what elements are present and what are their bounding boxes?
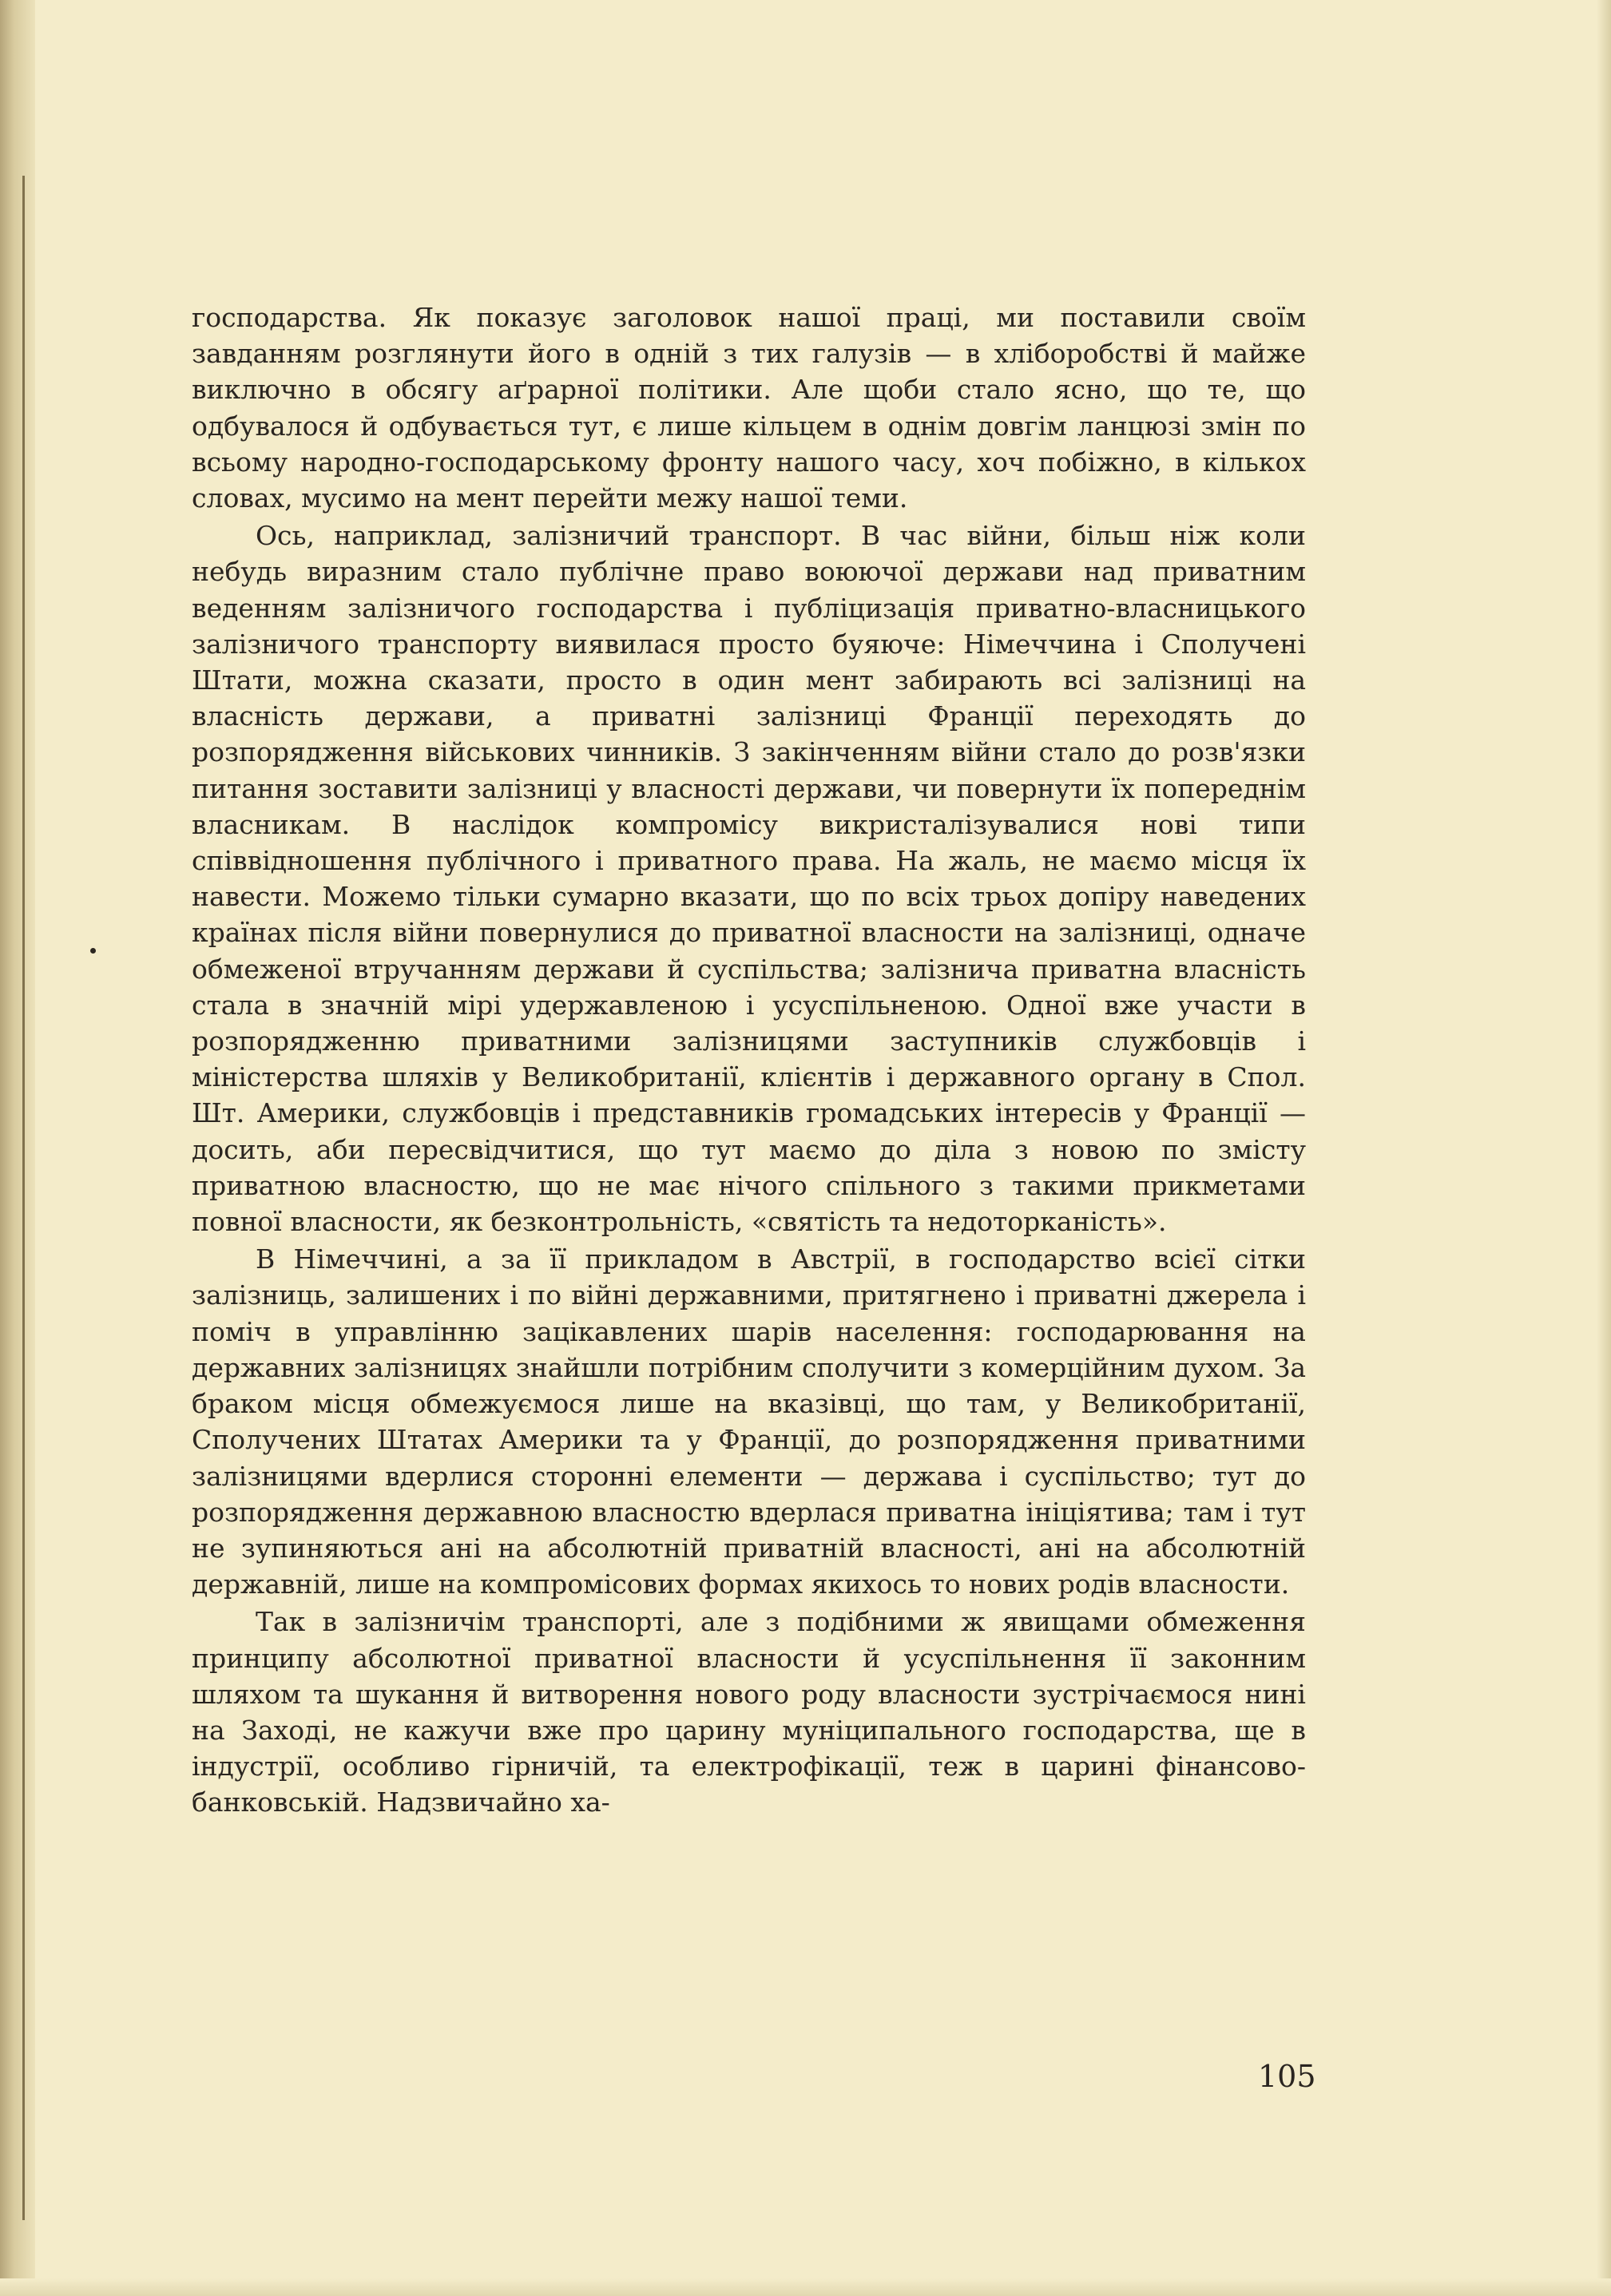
page-number: 105 (1258, 2059, 1316, 2094)
book-spine-shadow (0, 0, 35, 2296)
paragraph-west-property: Так в залізничім транспорті, але з подібними ж явищами обмеження принципу абсолютної приватної власности й усуспільнення її законним шляхом та шукання й витворення нового роду власности зустрічаємося нині на Заході, не кажучи вже про царину муніципального господарства, ще в індустрії, особливо гірничій, та електрофікації, теж в царині фінансово-банковській. Надзвичайно ха- (192, 1606, 1306, 1818)
paragraph-railway-transport: Ось, наприклад, залізничий транспорт. В час війни, більш ніж коли небудь виразним стало публічне право воюючої держави над приватним веденням залізничого господарства і публіцизація приватно-власницького залізничого транспорту виявилася просто буяюче: Німеччина і Сполучені Штати, можна сказати, просто в один мент забирають всі залізниці на власність держави, а приватні залізниці Франції переходять до розпорядження військових чинників. З закінченням війни стало до розв'язки питання зоставити залізниці у власності держави, чи повернути їх попереднім власникам. В наслідок компромісу викристалізувалися нові типи співвідношення публічного і приватного права. На жаль, не маємо місця їх навести. Можемо тільки сумарно вказати, що по всіх трьох допіру наведених країнах після війни повернулися до приватної власности на залізниці, одначе обмеженої втручанням держави й суспільства; залізнича приватна власність стала в значній мірі удержавленою і усуспільненою. Одної вже участи в розпорядженню приватними залізницями заступників службовців і міністерства шляхів у Великобританії, клієнтів і державного органу в Спол. Шт. Америки, службовців і представників громадських інтересів у Франції — досить, аби пересвідчитися, що тут маємо до діла з новою по змісту приватною власностю, що не має нічого спільного з такими прикметами повної власности, як безконтрольність, «святість та недоторканість». (192, 520, 1306, 1238)
page-bottom-edge (0, 2278, 1611, 2296)
margin-mark (90, 948, 96, 954)
page-right-edge (1597, 0, 1611, 2296)
paragraph-continuation: господарства. Як показує заголовок нашої праці, ми поставили своїм завданням розглянути його в одній з тих галузів — в хліборобстві й майже виключно в обсягу аґрарної політики. Але щоби стало ясно, що те, що одбувалося й одбувається тут, є лише кільцем в однім довгім ланцюзі змін по всьому народно-господарському фронту нашого часу, хоч побіжно, в кількох словах, мусимо на мент перейти межу нашої теми. (192, 302, 1306, 514)
body-text (192, 299, 1306, 1822)
paragraph-germany-austria: В Німеччині, а за її прикладом в Австрії, в господарство всієї сітки залізниць, залишених і по війні державними, притягнено і приватні джерела і поміч в управлінню зацікавлених шарів населення: господарювання на державних залізницях знайшли потрібним сполучити з комерційним духом. За браком місця обмежуємося лише на вказівці, що там, у Великобританії, Сполучених Штатах Америки та у Франції, до розпорядження приватними залізницями вдерлися сторонні елементи — держава і суспільство; тут до розпорядження державною власностю вдерлася приватна ініціятива; там і тут не зупиняються ані на абсолютній приватній власності, ані на абсолютній державній, лише на компромісових формах якихось то нових родів власности. (192, 1243, 1306, 1600)
binding-line (22, 176, 25, 2220)
